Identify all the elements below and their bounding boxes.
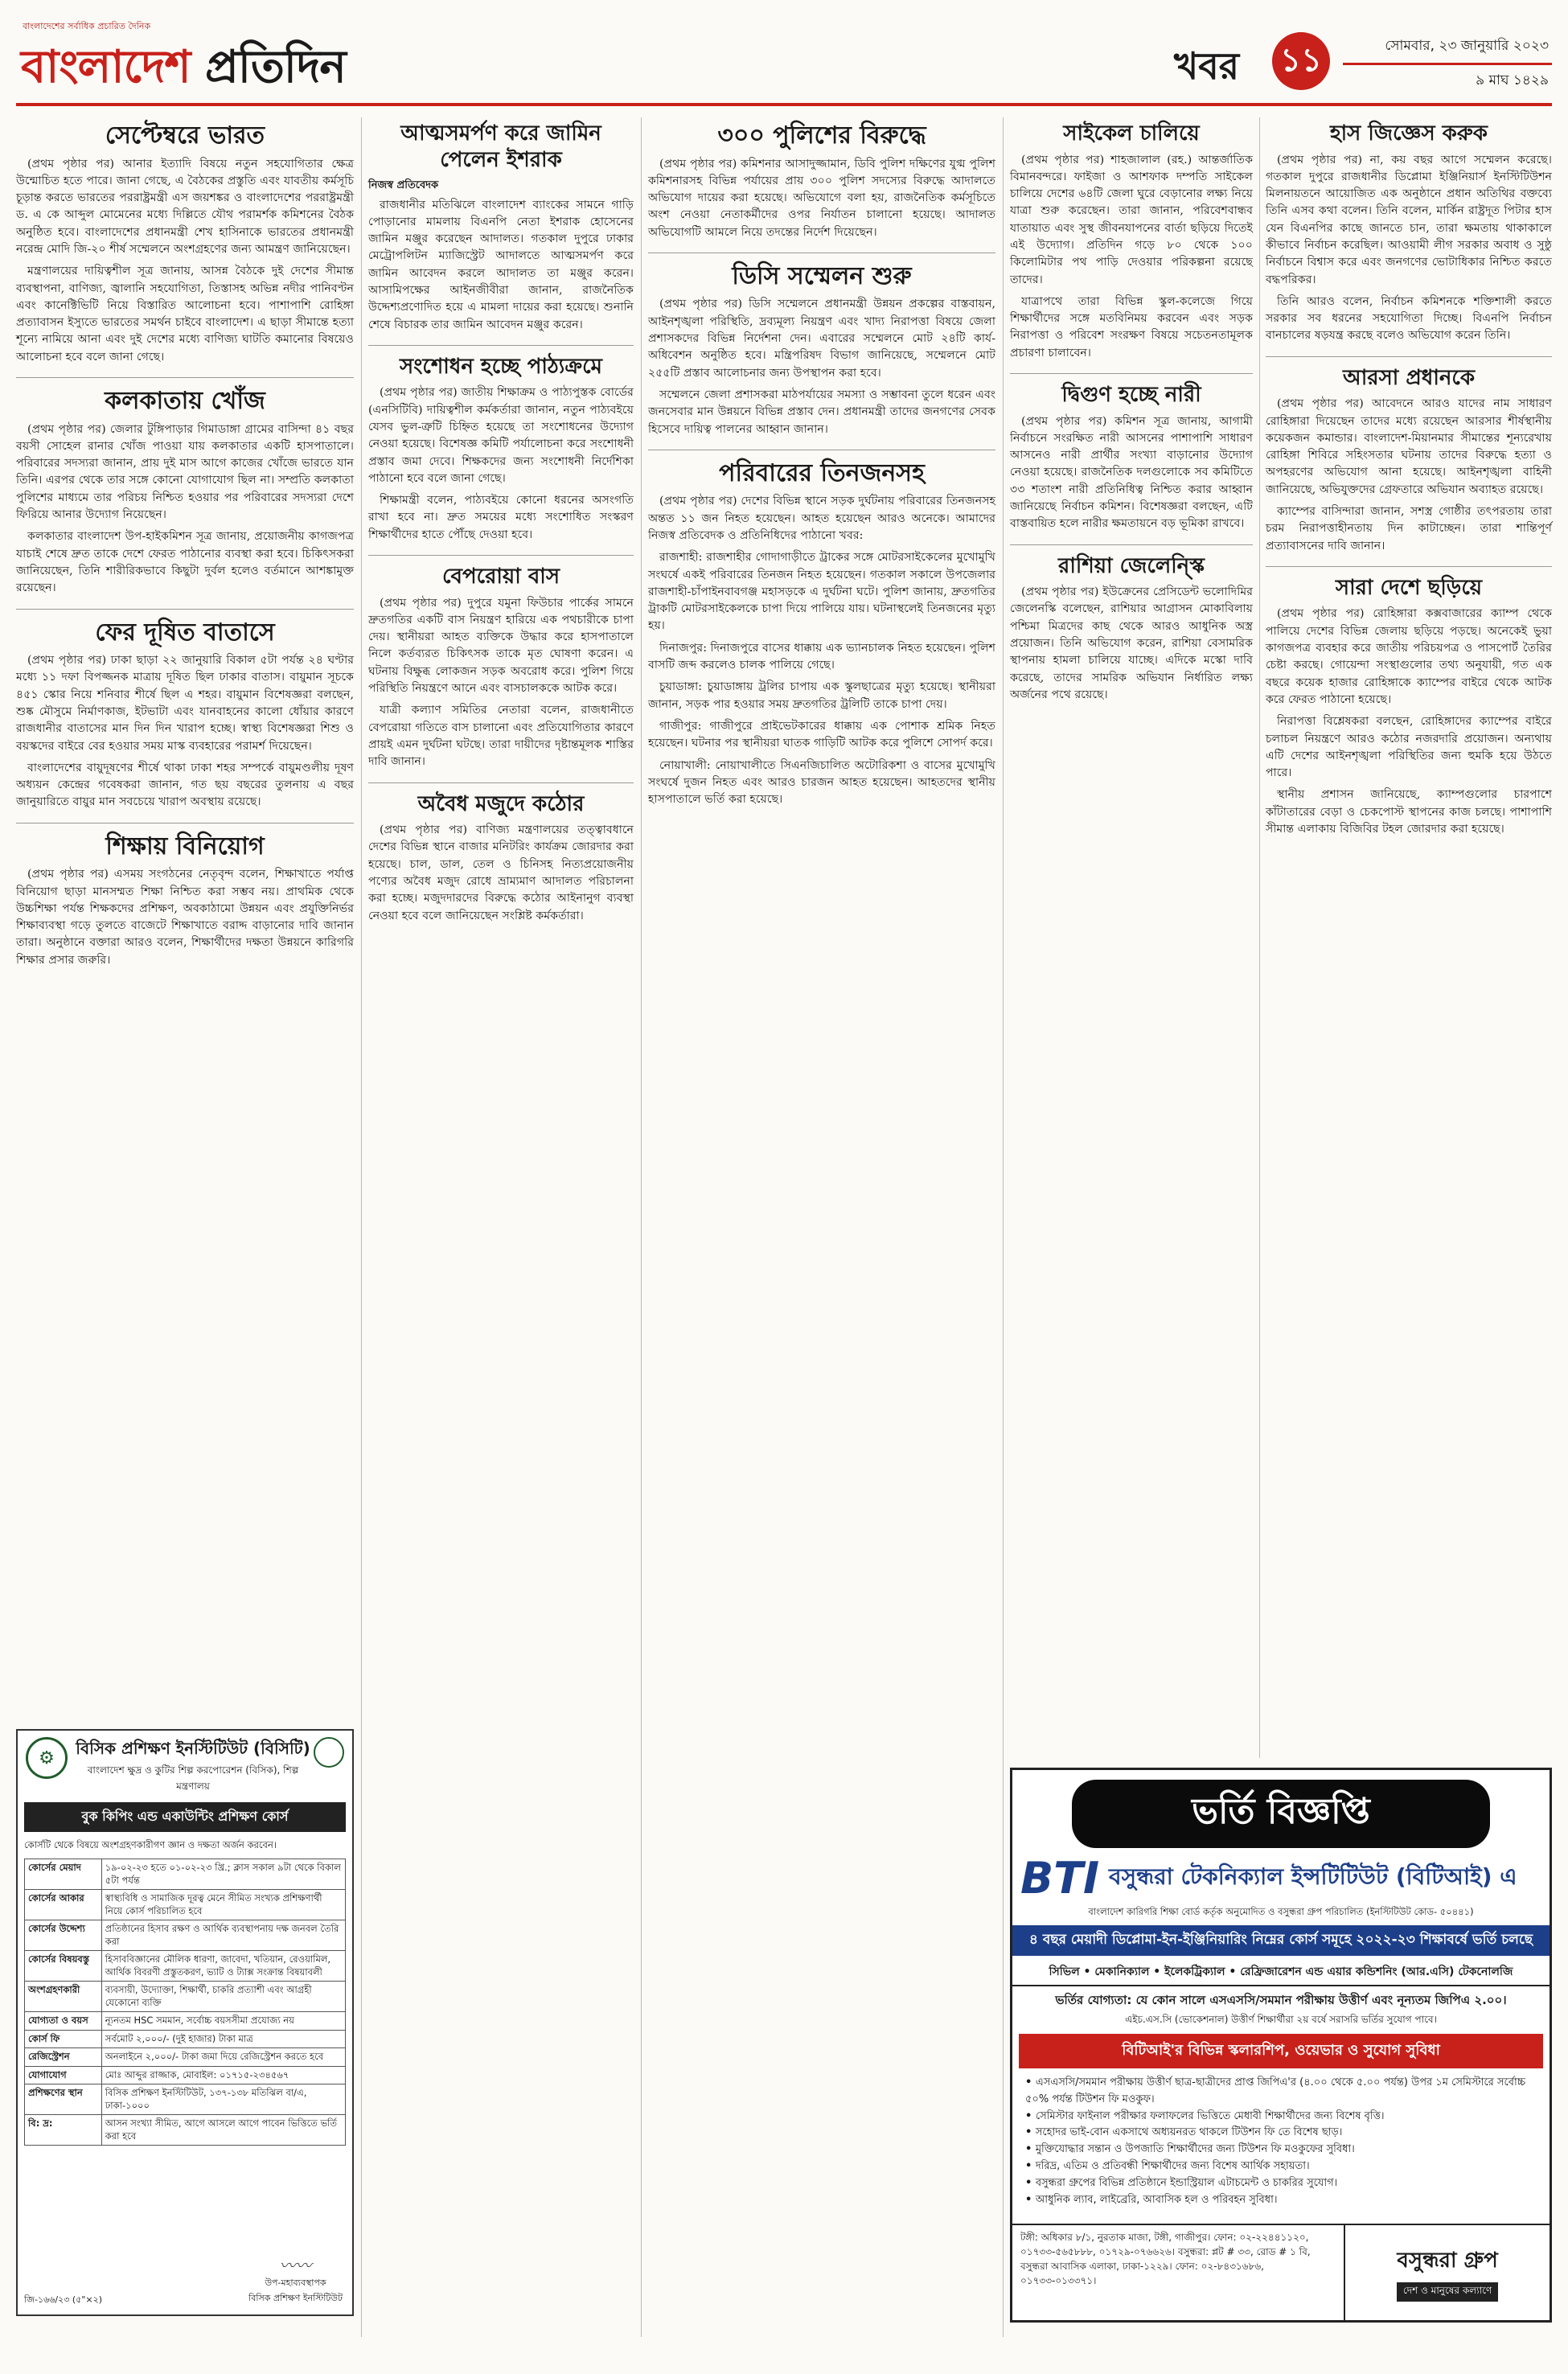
group-name: বসুন্ধরা গ্রুপ	[1397, 2249, 1498, 2273]
contact-address: টঙ্গী: অধিকার ৮/১, নুরতাক মাজা, টঙ্গী, গাজীপুর। ফোন: ০২-২২৪৪১১২০, ০১৭৩৩-৫৬৫৮৮৮, ০১৭২৯-০৭৬৬২৬। বসুন্ধরা: প্লট # ৩৩, রোড # ১ বি, বসুন্ধরা আবাসিক এলাকা, ঢাকা-১২২৯। ফোন: ০২-৮৪৩১৬৮৬, ০১৭৩৩-০১৩৩৭১।	[1012, 2225, 1345, 2320]
article-paragraph: চুয়াডাঙ্গা: চুয়াডাঙ্গায় ট্রলির চাপায় এক স্কুলছাত্রের মৃত্যু হয়েছে। স্থানীয়রা জানান, সড়ক পার হওয়ার সময় দ্রুতগতির ট্রলিটি তাকে চাপা দেয়।	[648, 680, 995, 711]
article-headline[interactable]: হাস জিজ্ঞেস করুক	[1329, 121, 1488, 146]
date-box	[1343, 31, 1552, 97]
article-paragraph: তিনি আরও বলেন, নির্বাচন কমিশনকে শক্তিশালী করতে সরকার সব ধরনের সহযোগিতা দিচ্ছে। বিএনপি নির্বাচন বানচালের ষড়যন্ত্র করছে বলেও অভিযোগ করেন তিনি।	[1266, 294, 1552, 343]
article-russia-zelensky	[1010, 553, 1253, 716]
article-headline[interactable]: ডিসি সম্মেলন শুরু	[732, 261, 912, 290]
benefit-item: • বসুন্ধরা গ্রুপের বিভিন্ন প্রতিষ্ঠানে ইন্ডাস্ট্রিয়াল এটাচমেন্ট ও চাকরির সুযোগ।	[1025, 2175, 1537, 2192]
article-headline[interactable]: ফের দূষিত বাতাসে	[95, 618, 275, 647]
article-headline[interactable]: অবৈধ মজুদে কঠোর	[417, 791, 585, 816]
article-paragraph: (প্রথম পৃষ্ঠার পর) আনার ইত্যাদি বিষয়ে নতুন সহযোগিতার ক্ষেত্র উন্মোচিত হতে পারে। জানা গেছে, এ বৈঠকের প্রস্তুতি এবং যাবতীয় কর্মসূচি চূড়ান্ত করতে ভারতের পররাষ্ট্রমন্ত্রী এস জয়শঙ্কর ও বাংলাদেশের পররাষ্ট্রমন্ত্রী ড. এ কে আব্দুল মোমেনের মধ্যে দিল্লিতে যৌথ পরামর্শক কমিশনের বৈঠক অনুষ্ঠিত হবে। বাংলাদেশের প্রধানমন্ত্রী শেখ হাসিনাকে ভারতের প্রধানমন্ত্রী নরেন্দ্র মোদি জি-২০ শীর্ষ সম্মেলনে অংশগ্রহণের জন্য আমন্ত্রণ জানিয়েছেন।	[16, 157, 354, 256]
article-dc-conference	[648, 261, 995, 450]
newspaper-logo[interactable]	[21, 32, 346, 108]
ad-intro: কোর্সটি থেকে বিষয়ে অংশগ্রহণকারীগণ জ্ঞান ও দক্ষতা অর্জন করবেন।	[24, 1839, 277, 1850]
article-paragraph: নিরাপত্তা বিশ্লেষকরা বলছেন, রোহিঙ্গাদের ক্যাম্পের বাইরে চলাচল নিয়ন্ত্রণে আরও কঠোর নজরদারি প্রয়োজন। অন্যথায় এটি দেশের আইনশৃঙ্খলা পরিস্থিতির জন্য হুমকি হয়ে উঠতে পারে।	[1266, 715, 1552, 780]
article-paragraph: (প্রথম পৃষ্ঠার পর) বাণিজ্য মন্ত্রণালয়ের তত্ত্বাবধানে দেশের বিভিন্ন স্থানে বাজার মনিটরিং কার্যক্রম জোরদার করা হয়েছে। চাল, ডাল, তেল ও চিনিসহ নিত্যপ্রয়োজনীয় পণ্যের অবৈধ মজুদ রোধে ভ্রাম্যমাণ আদালত পরিচালনা করা হচ্ছে। মজুদদারদের বিরুদ্ধে কঠোর আইনানুগ ব্যবস্থা নেওয়া হবে বলে জানিয়েছেন সংশ্লিষ্ট কর্মকর্তারা।	[368, 824, 634, 922]
article-headline[interactable]: সারা দেশে ছড়িয়ে	[1335, 575, 1483, 600]
article-headline[interactable]: আরসা প্রধানকে	[1342, 365, 1476, 390]
ad-org-sub: বাংলাদেশ ক্ষুদ্র ও কুটির শিল্প করপোরেশন (বিসিক), শিল্প মন্ত্রণালয়	[87, 1764, 299, 1792]
column-2	[368, 117, 634, 944]
bti-admission-ad[interactable]	[1010, 1768, 1552, 2323]
ad-details-row	[25, 2115, 346, 2146]
ad-detail-value: হিসাববিজ্ঞানের মৌলিক ধারণা, জাবেদা, খতিয়ান, রেওয়ামিল, আর্থিক বিবরণী প্রস্তুতকরণ, ভ্যাট ও ট্যাক্স সংক্রান্ত বিষয়াবলী	[101, 1951, 345, 1982]
ad-details-row	[25, 1890, 346, 1920]
ad-detail-key: রেজিস্ট্রেশন	[25, 2048, 102, 2067]
ad-detail-key: যোগাযোগ	[25, 2066, 102, 2084]
ad-detail-key: কোর্স ফি	[25, 2030, 102, 2048]
article-paragraph: (প্রথম পৃষ্ঠার পর) জাতীয় শিক্ষাক্রম ও পাঠ্যপুস্তক বোর্ডের (এনসিটিবি) দায়িত্বশীল কর্মকর্তারা জানান, নতুন পাঠ্যবইয়ে যেসব ভুল-ত্রুটি চিহ্নিত হয়েছে তা সংশোধনের উদ্যোগ নেওয়া হয়েছে। বিশেষজ্ঞ কমিটি পর্যালোচনা করে সংশোধনী প্রস্তাব জমা দেবে। শিক্ষকদের জন্য সংশোধনী নির্দেশিকা পাঠানো হবে বলে জানা গেছে।	[368, 386, 634, 485]
date-bangla: ৯ মাঘ ১৪২৯	[1476, 72, 1549, 88]
ad-detail-value: মোঃ আব্দুর রাজ্জাক, মোবাইল: ০১৭১৫-২৩৪৫৬৭	[101, 2066, 345, 2084]
article-paragraph: (প্রথম পৃষ্ঠার পর) জেলার টুঙ্গিপাড়ার গিমাডাঙ্গা গ্রামের বাসিন্দা ৪১ বছর বয়সী সোহেল রানার খোঁজ পাওয়া যায় কলকাতার একটি হাসপাতালে। পরিবারের সদস্যরা জানান, প্রায় দুই মাস আগে কাজের খোঁজে ভারতে যান তিনি। এরপর থেকে তার সঙ্গে কোনো যোগাযোগ ছিল না। সম্প্রতি কলকাতা পুলিশের মাধ্যমে তার পরিচয় নিশ্চিত হওয়ার পর পরিবারের সদস্যরা দেশে ফিরিয়ে আনার উদ্যোগ নিয়েছেন।	[16, 422, 354, 522]
government-seal-icon: ⚙	[26, 1737, 68, 1779]
article-paragraph: (প্রথম পৃষ্ঠার পর) আবেদনে আরও যাদের নাম সাধারণ রোহিঙ্গারা দিয়েছেন তাদের মধ্যে রয়েছেন আরসার শীর্ষস্থানীয় কয়েকজন কমান্ডার। বাংলাদেশ-মিয়ানমার সীমান্তের শূন্যরেখায় রোহিঙ্গা শিবিরে সহিংসতার ঘটনায় তাদের বিরুদ্ধে হত্যা ও অপহরণের অভিযোগ আনা হয়েছে। আইনশৃঙ্খলা বাহিনী জানিয়েছে, অভিযুক্তদের গ্রেফতারে অভিযান অব্যাহত রয়েছে।	[1266, 397, 1552, 496]
article-headline[interactable]: ৩০০ পুলিশের বিরুদ্ধে	[717, 121, 926, 150]
ad-banner: ভর্তি বিজ্ঞপ্তি	[1072, 1780, 1490, 1848]
benefit-item: • সহোদর ভাই-বোন একসাথে অধ্যয়নরত থাকলে টিউশন ফি তে বিশেষ ছাড়।	[1025, 2125, 1537, 2142]
signature-icon: 〰〰	[279, 2256, 312, 2275]
ad-detail-value: সর্বমোট ২,০০০/- (দুই হাজার) টাকা মাত্র	[101, 2030, 345, 2048]
article-kolkata-search	[16, 386, 354, 609]
article-headline[interactable]: বেপরোয়া বাস	[441, 565, 560, 589]
article-300-police	[648, 121, 995, 253]
article-polluted-air	[16, 618, 354, 824]
ad-details-row	[25, 2012, 346, 2031]
ad-detail-key: কোর্সের উদ্দেশ্য	[25, 1920, 102, 1951]
benefits-title: বিটিআই'র বিভিন্ন স্কলারশিপ, ওয়েভার ও সুযোগ সুবিধা	[1019, 2034, 1543, 2068]
article-paragraph: সম্মেলনে জেলা প্রশাসকরা মাঠপর্যায়ের সমস্যা ও সম্ভাবনা তুলে ধরেন এবং জনসেবার মান উন্নয়নে বিভিন্ন প্রস্তাব দেন। প্রধানমন্ত্রী তাদের জনগণের সেবক হিসেবে দায়িত্ব পালনের আহ্বান জানান।	[648, 388, 995, 436]
article-headline[interactable]: আত্মসমর্পণ করে জামিন পেলেন ইশরাক	[400, 121, 601, 172]
article-paragraph: রাজধানীর মতিঝিলে বাংলাদেশ ব্যাংকের সামনে গাড়ি পোড়ানোর মামলায় বিএনপি নেতা ইশরাক হোসেনের জামিন মঞ্জুর করেছেন আদালত। গতকাল দুপুরে ঢাকার মেট্রোপলিটন ম্যাজিস্ট্রেট আদালতে আত্মসমর্পণ করে জামিন আবেদন করলে আদালত তা মঞ্জুর করেন। আসামিপক্ষের আইনজীবীরা জানান, রাজনৈতিক উদ্দেশ্যপ্রণোদিত হয়ে এ মামলা দায়ের করা হয়েছে। শুনানি শেষে বিচারক তার জামিন আবেদন মঞ্জুর করেন।	[368, 198, 634, 331]
article-illegal-hoarding	[368, 791, 634, 936]
ad-signer: উপ-মহাব্যবস্থাপক	[265, 2277, 326, 2288]
column-divider	[1003, 117, 1004, 2337]
article-spread-nationwide	[1266, 575, 1552, 849]
group-tagline: দেশ ও মানুষের কল্যাণে	[1397, 2282, 1498, 2302]
masthead-rule	[16, 103, 1552, 106]
article-headline[interactable]: শিক্ষায় বিনিয়োগ	[105, 832, 265, 860]
article-cycling	[1010, 121, 1253, 374]
ad-detail-value: অনলাইনে ২,০০০/- টাকা জমা দিয়ে রেজিস্ট্রেশন করতে হবে	[101, 2048, 345, 2067]
ad-details-row	[25, 1951, 346, 1982]
article-headline[interactable]: সাইকেল চালিয়ে	[1063, 121, 1200, 146]
technology-list: সিভিল • মেকানিক্যাল • ইলেকট্রিক্যাল • রেফ্রিজারেশন এন্ড এয়ার কন্ডিশনিং (আর.এসি) টেকনোলজি	[1012, 1959, 1550, 1986]
ad-detail-key: যোগ্যতা ও বয়স	[25, 2012, 102, 2031]
article-paragraph: শিক্ষামন্ত্রী বলেন, পাঠ্যবইয়ে কোনো ধরনের অসংগতি রাখা হবে না। দ্রুত সময়ের মধ্যে সংশোধিত সংস্করণ শিক্ষার্থীদের হাতে পৌঁছে দেওয়া হবে।	[368, 494, 634, 541]
column-divider	[361, 117, 362, 2337]
ad-details-row	[25, 2048, 346, 2067]
article-paragraph: (প্রথম পৃষ্ঠার পর) কমিশন সূত্র জানায়, আগামী নির্বাচনে সংরক্ষিত নারী আসনের পাশাপাশি সাধারণ আসনেও নারী প্রার্থীর সংখ্যা বাড়ানোর উদ্যোগ নেওয়া হয়েছে। রাজনৈতিক দলগুলোকে সব কমিটিতে ৩৩ শতাংশ নারী প্রতিনিধিত্ব নিশ্চিত করার আহ্বান জানিয়েছে নির্বাচন কমিশন। বিশেষজ্ঞরা বলছেন, এটি বাস্তবায়িত হলে নারীর ক্ষমতায়নে বড় ভূমিকা রাখবে।	[1010, 414, 1253, 531]
benefit-item: • মুক্তিযোদ্ধার সন্তান ও উপজাতি শিক্ষার্থীদের জন্য টিউশন ফি মওকুফের সুবিধা।	[1025, 2142, 1537, 2158]
article-paragraph: নোয়াখালী: নোয়াখালীতে সিএনজিচালিত অটোরিকশা ও বাসের মুখোমুখি সংঘর্ষে দুজন নিহত এবং আরও চারজন আহত হয়েছেন। আহতদের স্থানীয় হাসপাতালে ভর্তি করা হয়েছে।	[648, 758, 995, 807]
article-curriculum-revision	[368, 354, 634, 556]
ad-details-row	[25, 2084, 346, 2115]
ad-detail-key: বি: দ্র:	[25, 2115, 102, 2146]
article-headline[interactable]: পরিবারের তিনজনসহ	[719, 458, 925, 487]
article-headline[interactable]: রাশিয়া জেলেন্স্কি	[1058, 553, 1205, 578]
column-5	[1266, 117, 1552, 857]
article-paragraph: (প্রথম পৃষ্ঠার পর) শাহজালাল (রহ.) আন্তর্জাতিক বিমানবন্দরে। ফাইজা ও আশফাক দম্পতি সাইকেল চালিয়ে দেশের ৬৪টি জেলা ঘুরে বেড়ানোর লক্ষ্য নিয়ে যাত্রা শুরু করেছেন। তারা জানান, পরিবেশবান্ধব যাতায়াত এবং সুস্থ জীবনযাপনের বার্তা ছড়িয়ে দিতেই এই উদ্যোগ। প্রতিদিন গড়ে ৮০ থেকে ১০০ কিলোমিটার পথ পাড়ি দেওয়ার পরিকল্পনা রয়েছে তাদের।	[1010, 153, 1253, 286]
article-paragraph: গাজীপুর: গাজীপুরে প্রাইভেটকারের ধাক্কায় এক পোশাক শ্রমিক নিহত হয়েছেন। ঘটনার পর স্থানীয়রা ঘাতক গাড়িটি আটক করে পুলিশে সোপর্দ করে।	[648, 719, 995, 750]
article-headline[interactable]: কলকাতায় খোঁজ	[105, 387, 265, 416]
ad-details-row	[25, 1859, 346, 1890]
benefit-item: • সেমিস্টার ফাইনাল পরীক্ষার ফলাফলের ভিত্তিতে মেধাবী শিক্ষার্থীদের জন্য বিশেষ বৃত্তি।	[1025, 2109, 1537, 2126]
column-3	[648, 117, 995, 828]
article-paragraph: যাত্রাপথে তারা বিভিন্ন স্কুল-কলেজে গিয়ে শিক্ষার্থীদের সঙ্গে মতবিনিময় করবেন এবং সড়ক নিরাপত্তা ও পরিবেশ সংরক্ষণ বিষয়ে সচেতনতামূলক প্রচারণা চালাবেন।	[1010, 294, 1253, 359]
article-education-investment	[16, 832, 354, 980]
article-paragraph: স্থানীয় প্রশাসন জানিয়েছে, ক্যাম্পগুলোর চারপাশে কাঁটাতারের বেড়া ও চেকপোস্ট স্থাপনের কাজ চলছে। পাশাপাশি সীমান্ত এলাকায় বিজিবির টহল জোরদার করা হয়েছে।	[1266, 788, 1552, 836]
article-paragraph: যাত্রী কল্যাণ সমিতির নেতারা বলেন, রাজধানীতে বেপরোয়া গতিতে বাস চালানো এবং প্রতিযোগিতার কারণে প্রায়ই এমন দুর্ঘটনা ঘটছে। তারা দায়ীদের দৃষ্টান্তমূলক শাস্তির দাবি জানান।	[368, 704, 634, 769]
article-women-double	[1010, 382, 1253, 545]
article-paragraph: (প্রথম পৃষ্ঠার পর) ঢাকা ছাড়া ২২ জানুয়ারি বিকাল ৫টা পর্যন্ত ২৪ ঘণ্টার মধ্যে ১১ দফা বিপজ্জনক মাত্রায় দূষিত ছিল ঢাকার বাতাস। বায়ুমান সূচকে ৪৫১ স্কোর নিয়ে শনিবার শীর্ষে ছিল এ শহর। বায়ুমান বিশেষজ্ঞরা বলছেন, শুষ্ক মৌসুমে নির্মাণকাজ, ইটভাটা এবং যানবাহনের কালো ধোঁয়ার কারণে রাজধানীর বাতাসের মান দিন দিন খারাপ হচ্ছে। স্বাস্থ্য বিশেষজ্ঞরা শিশু ও বয়স্কদের বাইরে বের হওয়ার সময় মাস্ক ব্যবহারের পরামর্শ দিয়েছেন।	[16, 654, 354, 753]
ad-details-row	[25, 2030, 346, 2048]
article-paragraph: (প্রথম পৃষ্ঠার পর) এসময় সংগঠনের নেতৃবৃন্দ বলেন, শিক্ষাখাতে পর্যাপ্ত বিনিয়োগ ছাড়া মানসম্মত শিক্ষা নিশ্চিত করা সম্ভব নয়। প্রাথমিক থেকে উচ্চশিক্ষা পর্যন্ত শিক্ষকদের প্রশিক্ষণ, অবকাঠামো উন্নয়ন এবং প্রযুক্তিনির্ভর শিক্ষাব্যবস্থা গড়ে তুলতে বাজেটে শিক্ষাখাতে বরাদ্দ বাড়ানোর দাবি জানান তারা। অনুষ্ঠানে বক্তারা আরও বলেন, শিক্ষার্থীদের দক্ষতা উন্নয়নে কারিগরি শিক্ষার প্রসার জরুরি।	[16, 868, 354, 967]
ad-brand-row	[1012, 1853, 1550, 1904]
institute-approval: বাংলাদেশ কারিগরি শিক্ষা বোর্ড কর্তৃক অনুমোদিত ও বসুন্ধরা গ্রুপ পরিচালিত (ইনস্টিটিউট কোড- ৫০৪৪১)	[1088, 1906, 1474, 1917]
ad-detail-value: ব্যবসায়ী, উদ্যোক্তা, শিক্ষার্থী, চাকরি প্রত্যাশী এবং আগ্রহী যেকোনো ব্যক্তি	[101, 1982, 345, 2012]
article-paragraph: বাংলাদেশের বায়ুদূষণের শীর্ষে থাকা ঢাকা শহর সম্পর্কে বায়ুমণ্ডলীয় দূষণ অধ্যয়ন কেন্দ্রের গবেষকরা জানান, গত ছয় বছরের তুলনায় এ বছর জানুয়ারিতে বায়ুর মান সবচেয়ে খারাপ অবস্থায় রয়েছে।	[16, 761, 354, 809]
course-announcement: ৪ বছর মেয়াদী ডিপ্লোমা-ইন-ইঞ্জিনিয়ারিং নিম্নের কোর্স সমূহে ২০২২-২৩ শিক্ষাবর্ষে ভর্তি চলছে	[1012, 1925, 1550, 1956]
article-haas-question	[1266, 121, 1552, 357]
logo-tagline: বাংলাদেশের সর্বাধিক প্রচারিত দৈনিক	[23, 21, 151, 31]
ad-signature-block	[248, 2253, 343, 2306]
article-paragraph: ক্যাম্পের বাসিন্দারা জানান, সশস্ত্র গোষ্ঠীর তৎপরতায় তারা চরম নিরাপত্তাহীনতায় দিন কাটাচ্ছেন। তারা শান্তিপূর্ণ প্রত্যাবাসনের দাবি জানান।	[1266, 505, 1552, 552]
ad-detail-key: প্রশিক্ষণের স্থান	[25, 2084, 102, 2115]
article-reckless-bus	[368, 564, 634, 782]
group-brand	[1345, 2225, 1550, 2320]
ad-detail-key: কোর্সের মেয়াদ	[25, 1859, 102, 1890]
institute-name: বসুন্ধরা টেকনিক্যাল ইন্সটিটিউট (বিটিআই) এ	[1109, 1863, 1517, 1890]
masthead	[16, 14, 1552, 105]
page-number-badge: ১১	[1272, 32, 1330, 90]
article-byline: নিজস্ব প্রতিবেদক	[368, 179, 439, 191]
date-gregorian: সোমবার, ২৩ জানুয়ারি ২০২৩	[1343, 31, 1552, 65]
column-divider	[641, 117, 642, 2337]
ad-detail-key: কোর্সের বিষয়বস্তু	[25, 1951, 102, 1982]
institute-emblem-icon	[314, 1737, 344, 1768]
ad-details-row	[25, 1920, 346, 1951]
article-september-india	[16, 121, 354, 378]
article-paragraph: (প্রথম পৃষ্ঠার পর) দুপুরে যমুনা ফিউচার পার্কের সামনে দ্রুতগতির একটি বাস নিয়ন্ত্রণ হারিয়ে এক পথচারীকে চাপা দেয়। স্থানীয়রা আহত ব্যক্তিকে উদ্ধার করে হাসপাতালে নিলে কর্তব্যরত চিকিৎসক তাকে মৃত ঘোষণা করেন। এ ঘটনায় বিক্ষুব্ধ লোকজন সড়ক অবরোধ করে। পুলিশ গিয়ে পরিস্থিতি নিয়ন্ত্রণে আনে এবং বাসচালককে আটক করে।	[368, 596, 634, 696]
ad-org-name: বিসিক প্রশিক্ষণ ইনস্টিটিউট (বিসিটি)	[76, 1739, 310, 1758]
ad-footer	[1012, 2224, 1550, 2320]
benefit-item: • আধুনিক ল্যাব, লাইব্রেরি, আবাসিক হল ও পরিবহন সুবিধা।	[1025, 2192, 1537, 2209]
ad-details-row	[25, 1982, 346, 2012]
ad-detail-value: ন্যূনতম HSC সমমান, সর্বোচ্চ বয়সসীমা প্রযোজ্য নয়	[101, 2012, 345, 2031]
ad-detail-value: ১৯-০২-২৩ হতে ০১-০২-২৩ খ্রি.; ক্লাস সকাল ৯টা থেকে বিকাল ৫টা পর্যন্ত	[101, 1859, 345, 1890]
column-divider	[1259, 117, 1260, 1758]
article-paragraph: (প্রথম পৃষ্ঠার পর) দেশের বিভিন্ন স্থানে সড়ক দুর্ঘটনায় পরিবারের তিনজনসহ অন্তত ১১ জন নিহত হয়েছেন। আহত হয়েছেন আরও অনেকে। আমাদের নিজস্ব প্রতিবেদক ও প্রতিনিধিদের পাঠানো খবর:	[648, 495, 995, 542]
bisic-training-ad[interactable]	[16, 1729, 354, 2316]
ad-details-table	[24, 1859, 346, 2146]
eligibility-note: এইচ.এস.সি (ভোকেশনাল) উত্তীর্ণ শিক্ষার্থীরা ২য় বর্ষে সরাসরি ভর্তির সুযোগ পাবে।	[1125, 2014, 1437, 2025]
ad-reference: জি-১৬৬/২৩ (৫"×২)	[24, 2294, 103, 2305]
logo-part-a: বাংলাদেশ	[21, 41, 191, 93]
article-paragraph: রাজশাহী: রাজশাহীর গোদাগাড়ীতে ট্রাকের সঙ্গে মোটরসাইকেলের মুখোমুখি সংঘর্ষে একই পরিবারের তিনজন নিহত হয়েছেন। গতকাল সকালে উপজেলার রাজশাহী-চাঁপাইনবাবগঞ্জ মহাসড়কে এ দুর্ঘটনা ঘটে। পুলিশ জানায়, দ্রুতগতির ট্রাকটি মোটরসাইকেলকে চাপা দিয়ে পালিয়ে যায়। ঘটনাস্থলেই তিনজনের মৃত্যু হয়।	[648, 551, 995, 633]
benefit-item: • দরিদ্র, এতিম ও প্রতিবন্ধী শিক্ষার্থীদের জন্য বিশেষ আর্থিক সহায়তা।	[1025, 2158, 1537, 2175]
column-4	[1010, 117, 1253, 723]
article-paragraph: (প্রথম পৃষ্ঠার পর) রোহিঙ্গারা কক্সবাজারের ক্যাম্প থেকে পালিয়ে দেশের বিভিন্ন জেলায় ছড়িয়ে পড়ছে। অনেকেই ভুয়া কাগজপত্র ব্যবহার করে জাতীয় পরিচয়পত্র ও পাসপোর্ট তৈরির চেষ্টা করছে। গোয়েন্দা সংস্থাগুলোর তথ্য অনুযায়ী, গত এক বছরে কয়েক হাজার রোহিঙ্গাকে ক্যাম্পের বাইরে থেকে আটক করে ফেরত পাঠানো হয়েছে।	[1266, 607, 1552, 706]
article-headline[interactable]: সংশোধন হচ্ছে পাঠ্যক্রমে	[400, 354, 602, 379]
article-paragraph: (প্রথম পৃষ্ঠার পর) ডিসি সম্মেলনে প্রধানমন্ত্রী উন্নয়ন প্রকল্পের বাস্তবায়ন, আইনশৃঙ্খলা পরিস্থিতি, দ্রব্যমূল্য নিয়ন্ত্রণ এবং খাদ্য নিরাপত্তা বিষয়ে জেলা প্রশাসকদের বিভিন্ন নির্দেশনা দেন। এবারের সম্মেলনে মোট ২৪টি কার্য-অধিবেশন অনুষ্ঠিত হবে। মন্ত্রিপরিষদ বিভাগ জানিয়েছে, সম্মেলনে মোট ২৫৫টি প্রস্তাব আলোচনার জন্য উপস্থাপন করা হবে।	[648, 298, 995, 380]
column-1	[16, 117, 354, 988]
article-ishraque-bail	[368, 121, 634, 346]
section-name: খবর	[1174, 44, 1240, 88]
article-arsa-chief	[1266, 365, 1552, 567]
ad-detail-key: কোর্সের আকার	[25, 1890, 102, 1920]
article-road-accidents	[648, 458, 995, 820]
article-paragraph: (প্রথম পৃষ্ঠার পর) ইউক্রেনের প্রেসিডেন্ট ভলোদিমির জেলেনস্কি বলেছেন, রাশিয়ার আগ্রাসন মোকাবিলায় পশ্চিমা মিত্রদের কাছ থেকে আরও আধুনিক অস্ত্র প্রয়োজন। তিনি অভিযোগ করেন, রাশিয়া বেসামরিক স্থাপনায় হামলা চালিয়ে যাচ্ছে। এদিকে মস্কো দাবি করেছে, তাদের সামরিক অভিযান নির্ধারিত লক্ষ্য অর্জনের পথে রয়েছে।	[1010, 585, 1253, 701]
article-headline[interactable]: দ্বিগুণ হচ্ছে নারী	[1061, 383, 1201, 408]
ad-details-row	[25, 2066, 346, 2084]
ad-course-title: বুক কিপিং এন্ড একাউন্টিং প্রশিক্ষণ কোর্স	[24, 1802, 346, 1832]
article-paragraph: দিনাজপুর: দিনাজপুরে বাসের ধাক্কায় এক ভ্যানচালক নিহত হয়েছেন। পুলিশ বাসটি জব্দ করলেও চালক পালিয়ে গেছে।	[648, 641, 995, 672]
eligibility: ভর্তির যোগ্যতা: যে কোন সালে এসএসসি/সমমান পরীক্ষায় উত্তীর্ণ এবং নূন্যতম জিপিএ ২.০০।	[1055, 1993, 1507, 2007]
article-paragraph: (প্রথম পৃষ্ঠার পর) না, কয় বছর আগে সম্মেলন করেছে। গতকাল দুপুরে রাজধানীর ডিপ্লোমা ইঞ্জিনিয়ার্স ইনস্টিটিউশন মিলনায়তনে আয়োজিত এক অনুষ্ঠানে প্রধান অতিথির বক্তব্যে তিনি এসব কথা বলেন। তিনি বলেন, মার্কিন রাষ্ট্রদূত পিটার হাস যেন বিএনপির কাছে জানতে চান, তারা ক্ষমতায় থাকাকালে কীভাবে নির্বাচন করেছিল। আওয়ামী লীগ সরকার অবাধ ও সুষ্ঠু নির্বাচনে বিশ্বাস করে এবং জনগণের ভোটাধিকার নিশ্চিত করতে বদ্ধপরিকর।	[1266, 153, 1552, 286]
article-paragraph: (প্রথম পৃষ্ঠার পর) কমিশনার আসাদুজ্জামান, ডিবি পুলিশ দক্ষিণের যুগ্ম পুলিশ কমিশনারসহ বিভিন্ন পর্যায়ের প্রায় ৩০০ পুলিশ সদস্যের বিরুদ্ধে আদালতে অভিযোগ দায়ের করা হয়েছে। অভিযোগে বলা হয়, রাজনৈতিক কর্মসূচিতে অংশ নেওয়া নেতাকর্মীদের ওপর নির্যাতন চালানো হয়েছে। আদালত অভিযোগটি আমলে নিয়ে তদন্তের নির্দেশ দিয়েছেন।	[648, 157, 995, 239]
logo-part-b: প্রতিদিন	[190, 41, 346, 93]
ad-detail-value: আসন সংখ্যা সীমিত, আগে আসলে আগে পাবেন ভিত্তিতে ভর্তি করা হবে	[101, 2115, 345, 2146]
ad-detail-value: স্বাস্থ্যবিধি ও সামাজিক দূরত্ব মেনে সীমিত সংখ্যক প্রশিক্ষণার্থী নিয়ে কোর্স পরিচালিত হবে	[101, 1890, 345, 1920]
ad-detail-value: প্রতিষ্ঠানের হিসাব রক্ষণ ও আর্থিক ব্যবস্থাপনায় দক্ষ জনবল তৈরি করা	[101, 1920, 345, 1951]
ad-signer-org: বিসিক প্রশিক্ষণ ইনস্টিটিউট	[248, 2293, 343, 2303]
ad-detail-value: বিসিক প্রশিক্ষণ ইনস্টিটিউট, ১৩৭-১৩৮ মতিঝিল বা/এ, ঢাকা-১০০০	[101, 2084, 345, 2115]
article-headline[interactable]: সেপ্টেম্বরে ভারত	[105, 121, 265, 150]
article-paragraph: মন্ত্রণালয়ের দায়িত্বশীল সূত্র জানায়, আসন্ন বৈঠকে দুই দেশের সীমান্ত ব্যবস্থাপনা, বাণিজ্য, জ্বালানি সহযোগিতা, তিস্তাসহ অভিন্ন নদীর পানিবণ্টন এবং কানেক্টিভিটি নিয়ে বিস্তারিত আলোচনা হবে। পাশাপাশি রোহিঙ্গা প্রত্যাবাসন ইস্যুতে ভারতের সমর্থন চাইবে বাংলাদেশ। এ ছাড়া সীমান্তে হত্যা শূন্যে নামিয়ে আনা এবং দুই দেশের মধ্যে বাণিজ্য ঘাটতি কমানোর বিষয়েও আলোচনা হবে বলে জানা গেছে।	[16, 265, 354, 363]
benefits-list	[1012, 2068, 1550, 2215]
ad-detail-key: অংশগ্রহণকারী	[25, 1982, 102, 2012]
bti-logo-icon: BTI	[1020, 1853, 1100, 1904]
article-paragraph: কলকাতার বাংলাদেশ উপ-হাইকমিশন সূত্র জানায়, প্রয়োজনীয় কাগজপত্র যাচাই শেষে দ্রুত তাকে দেশে ফেরত পাঠানোর ব্যবস্থা করা হবে। চিকিৎসকরা জানিয়েছেন, তিনি শারীরিকভাবে কিছুটা দুর্বল হলেও বর্তমানে আশঙ্কামুক্ত রয়েছেন।	[16, 530, 354, 595]
benefit-item: • এসএসসি/সমমান পরীক্ষায় উত্তীর্ণ ছাত্র-ছাত্রীদের প্রাপ্ত জিপিএ'র (৪.০০ থেকে ৫.০০ পর্যন্ত) উপর ১ম সেমিস্টারে সর্বোচ্চ ৫০% পর্যন্ত টিউশন ফি মওকুফ।	[1025, 2075, 1537, 2109]
